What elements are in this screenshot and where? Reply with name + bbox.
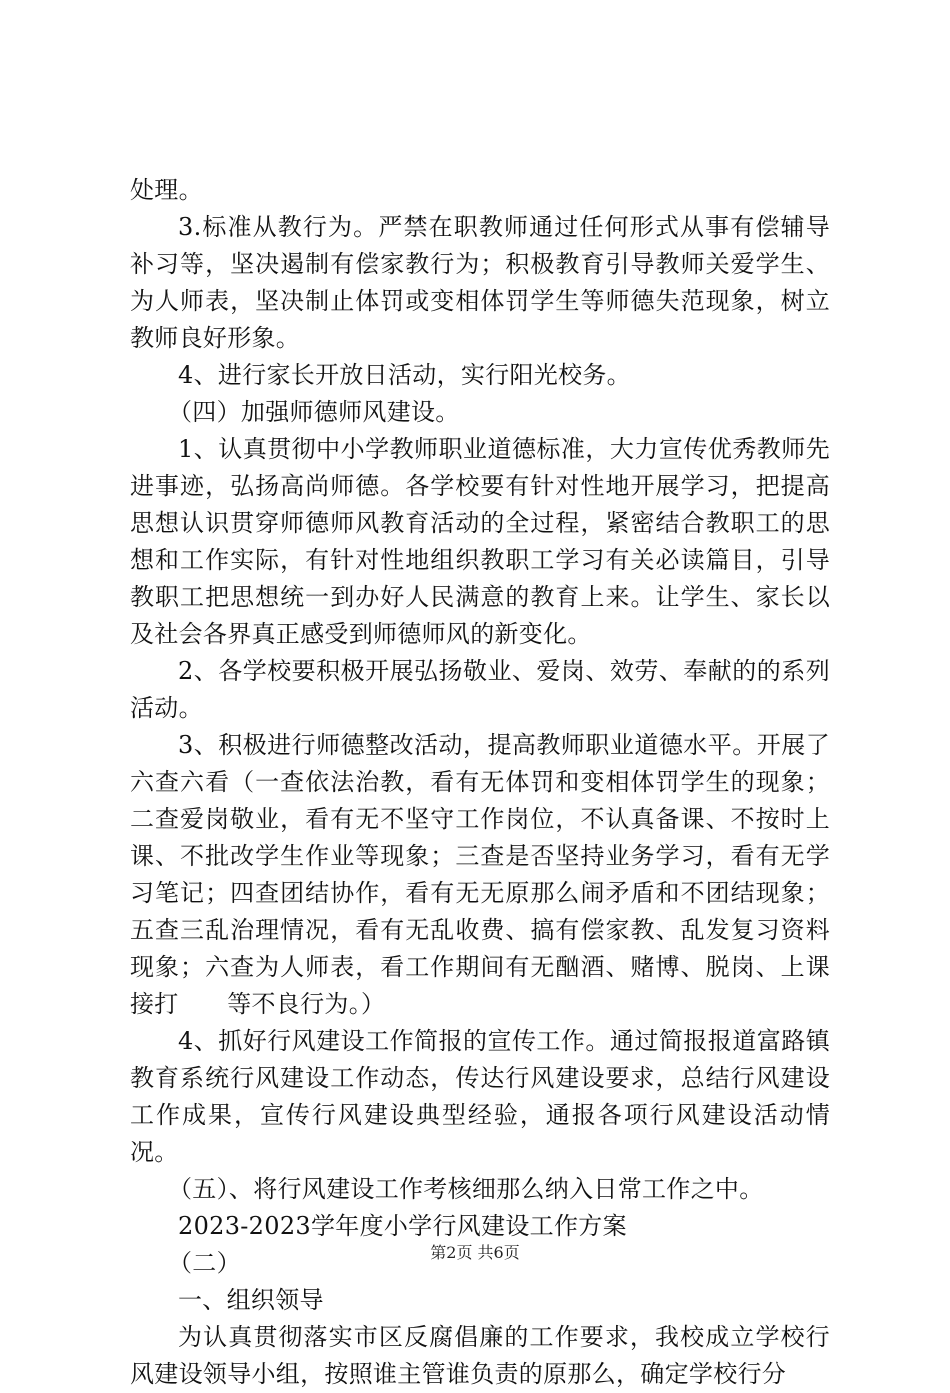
paragraph-bulletin-publicity: 4、抓好行风建设工作简报的宣传工作。通过简报报道富路镇教育系统行风建设工作动态，传达行风建设要求，总结行风建设工作成果，宣传行风建设典型经验，通报各项行风建设活动情况。 [130,1027,830,1166]
page-footer: 第2页 共6页 [430,1243,520,1262]
paragraph-series-activities: 2、各学校要积极开展弘扬敬业、爱岗、效劳、奉献的的系列活动。 [130,657,830,722]
paragraph-six-checks: 3、积极进行师德整改活动，提高教师职业道德水平。开展了六查六看（一查依法治教，看有无体罚和变相体罚学生的现象；二查爱岗敬业，看有无不坚守工作岗位，不认真备课、不按时上课、不批改学生作业等现象；三查是否坚持业务学习，看有无学习笔记；四查团结协作，看有无无原那么闹矛盾和不团结现象；五查三乱治理情况，看有无乱收费、搞有偿家教、乱发复习资料现象；六查为人师表，看工作期间有无酗酒、赌博、脱岗、上课接打 等不良行为。） [130,731,830,1018]
section-heading-five: （五）、将行风建设工作考核细那么纳入日常工作之中。 [168,1175,764,1203]
plan-subtitle: （二） [168,1249,241,1277]
paragraph-leadership-group: 为认真贯彻落实市区反腐倡廉的工作要求，我校成立学校行风建设领导小组，按照谁主管谁负责的原那么，确定学校行分 [130,1323,830,1388]
plan-title: 2023-2023学年度小学行风建设工作方案 [178,1212,627,1240]
document-body [130,172,830,1393]
paragraph-standardize-teaching: 3.标准从教行为。严禁在职教师通过任何形式从事有偿辅导补习等，坚决遏制有偿家教行为；积极教育引导教师关爱学生、为人师表，坚决制止体罚或变相体罚学生等师德失范现象，树立教师良好形象。 [130,213,830,352]
paragraph-ethics-standard: 1、认真贯彻中小学教师职业道德标准，大力宣传优秀教师先进事迹，弘扬高尚师德。各学校要有针对性地开展学习，把提高思想认识贯穿师德师风教育活动的全过程，紧密结合教职工的思想和工作实际，有针对性地组织教职工学习有关必读篇目，引导教职工把思想统一到办好人民满意的教育上来。让学生、家长以及社会各界真正感受到师德师风的新变化。 [130,435,830,648]
paragraph-parent-open-day: 4、进行家长开放日活动，实行阳光校务。 [178,361,631,389]
section-heading-organization: 一、组织领导 [178,1286,324,1314]
paragraph-continuation: 处理。 [130,176,203,204]
section-heading-four: （四）加强师德师风建设。 [168,398,460,426]
